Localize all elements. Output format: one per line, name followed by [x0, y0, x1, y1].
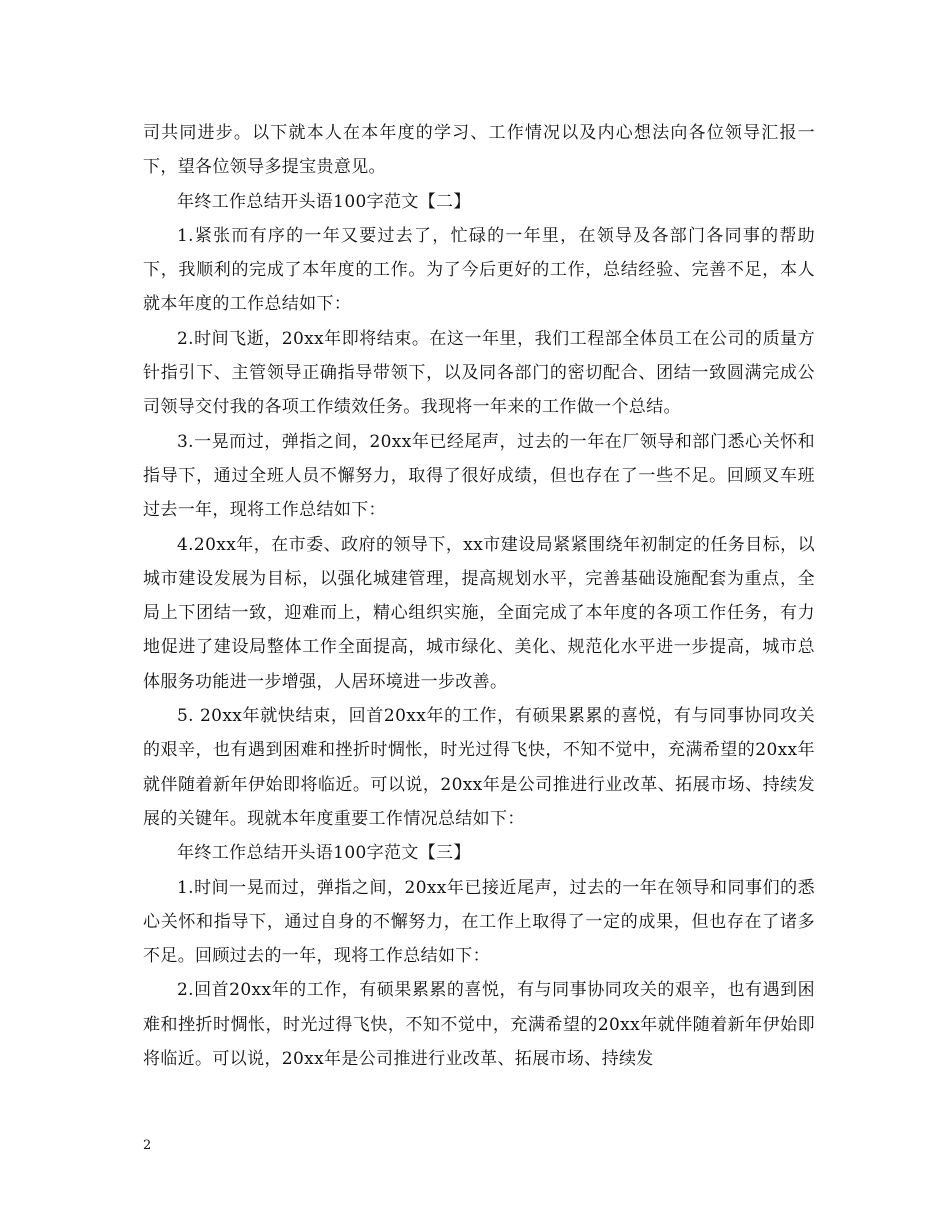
paragraph: 司共同进步。以下就本人在本年度的学习、工作情况以及内心想法向各位领导汇报一下，望各位领导多提宝贵意见。 [143, 123, 815, 178]
paragraph: 4.20xx年，在市委、政府的领导下，xx市建设局紧紧围绕年初制定的任务目标，以城市建设发展为目标，以强化城建管理，提高规划水平，完善基础设施配套为重点，全局上下团结一致，迎难而上，精心组织实施，全面完成了本年度的各项工作任务，有力地促进了建设局整体工作全面提高，城市绿化、美化、规范化水平进一步提高，城市总体服务功能进一步增强，人居环境进一步改善。 [143, 534, 815, 692]
section-heading: 年终工作总结开头语100字范文【三】 [177, 843, 471, 864]
paragraph: 2.时间飞逝，20xx年即将结束。在这一年里，我们工程部全体员工在公司的质量方针指引下、主管领导正确指导带领下，以及同各部门的密切配合、团结一致圆满完成公司领导交付我的各项工作绩效任务。我现将一年来的工作做一个总结。 [143, 328, 815, 418]
paragraph: 3.一晃而过，弹指之间，20xx年已经尾声，过去的一年在厂领导和部门悉心关怀和指导下，通过全班人员不懈努力，取得了很好成绩，但也存在了一些不足。回顾叉车班过去一年，现将工作总结如下： [143, 431, 815, 521]
page-number: 2 [143, 1138, 152, 1153]
paragraph: 2.回首20xx年的工作，有硕果累累的喜悦，有与同事协同攻关的艰辛，也有遇到困难和挫折时惆怅，时光过得飞快，不知不觉中，充满希望的20xx年就伴随着新年伊始即将临近。可以说，20xx年是公司推进行业改革、拓展市场、持续发 [143, 980, 815, 1070]
document-body [143, 116, 815, 1076]
paragraph: 1.紧张而有序的一年又要过去了，忙碌的一年里，在领导及各部门各同事的帮助下，我顺利的完成了本年度的工作。为了今后更好的工作，总结经验、完善不足，本人就本年度的工作总结如下： [143, 225, 815, 315]
section-heading: 年终工作总结开头语100字范文【二】 [177, 191, 471, 212]
paragraph: 5. 20xx年就快结束，回首20xx年的工作，有硕果累累的喜悦，有与同事协同攻关的艰辛，也有遇到困难和挫折时惆怅，时光过得飞快，不知不觉中，充满希望的20xx年就伴随着新年伊始即将临近。可以说，20xx年是公司推进行业改革、拓展市场、持续发展的关键年。现就本年度重要工作情况总结如下： [143, 706, 815, 829]
paragraph: 1.时间一晃而过，弹指之间，20xx年已接近尾声，过去的一年在领导和同事们的悉心关怀和指导下，通过自身的不懈努力，在工作上取得了一定的成果，但也存在了诸多不足。回顾过去的一年，现将工作总结如下： [143, 877, 815, 967]
